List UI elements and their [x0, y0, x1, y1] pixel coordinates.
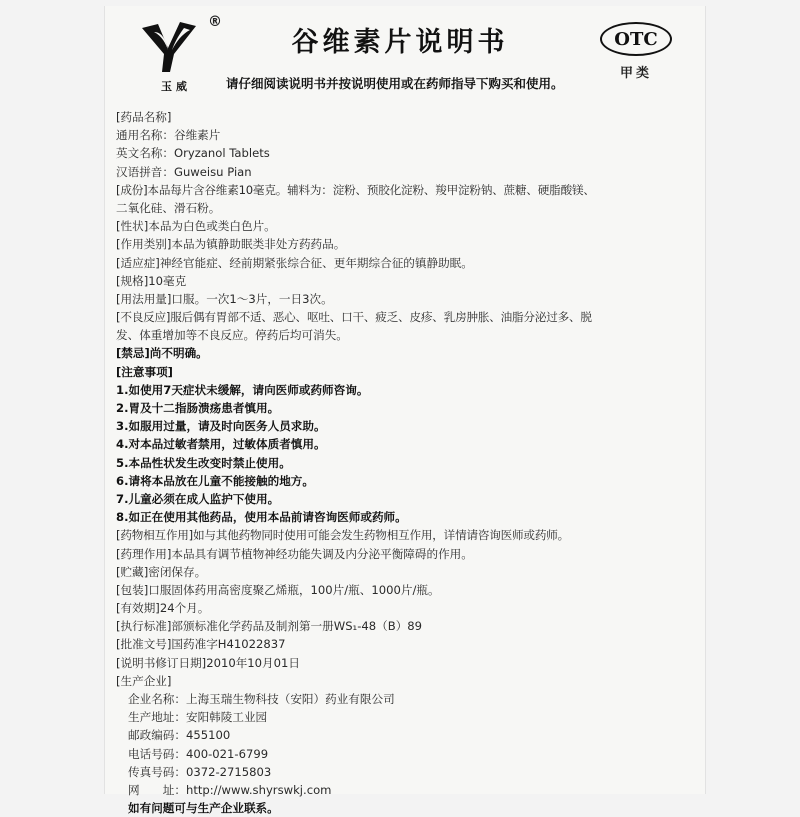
- adverse-reactions-line-2: 发、体重增加等不良反应。停药后均可消失。: [116, 328, 348, 343]
- pharmacology: [药理作用]本品具有调节植物神经功能失调及内分泌平衡障碍的作用。: [116, 546, 473, 561]
- common-name: 通用名称：谷维素片: [116, 128, 221, 143]
- storage: [贮藏]密闭保存。: [116, 564, 207, 579]
- production-address: 生产地址：安阳韩陵工业园: [128, 710, 268, 725]
- precautions-header: [注意事项]: [116, 364, 173, 379]
- company-name: 企业名称：上海玉瑞生物科技（安阳）药业有限公司: [128, 692, 395, 706]
- fax-number: 传真号码：0372-2715803: [128, 764, 272, 779]
- drug-name-header: [药品名称]: [116, 110, 172, 124]
- phone-number: 电话号码：400-021-6799: [128, 746, 269, 761]
- adverse-reactions-line-1: [不良反应]服后偶有胃部不适、恶心、呕吐、口干、疲乏、皮疹、乳房肿胀、油脂分泌过多、脱: [116, 310, 592, 325]
- dosage: [用法用量]口服。一次1～3片，一日3次。: [116, 291, 333, 306]
- specification: [规格]10毫克: [116, 273, 187, 288]
- precaution-item: 4.对本品过敏者禁用，过敏体质者慎用。: [116, 437, 326, 452]
- brand-logo-icon: [140, 18, 198, 74]
- ingredients-line-2: 二氧化硅、滑石粉。: [116, 200, 221, 215]
- otc-category: 甲类: [620, 66, 653, 81]
- precaution-item: 7.儿童必须在成人监护下使用。: [116, 491, 280, 506]
- english-name: 英文名称：Oryzanol Tablets: [116, 146, 270, 161]
- precaution-item: 1.如使用7天症状未缓解，请向医师或药师咨询。: [116, 382, 369, 397]
- precaution-item: 2.胃及十二指肠溃疡患者慎用。: [116, 401, 280, 415]
- expiry: [有效期]24个月。: [116, 601, 210, 616]
- contact-note: 如有问题可与生产企业联系。: [128, 801, 279, 816]
- pinyin-name: 汉语拼音：Guweisu Pian: [116, 164, 252, 179]
- properties: [性状]本品为白色或类白色片。: [116, 219, 276, 234]
- precaution-item: 8.如正在使用其他药品，使用本品前请咨询医师或药师。: [116, 510, 407, 525]
- postal-code: 邮政编码：455100: [128, 728, 231, 743]
- manufacturer-header: [生产企业]: [116, 673, 172, 688]
- ingredients-line-1: [成份]本品每片含谷维素10毫克。辅料为：淀粉、预胶化淀粉、羧甲淀粉钠、蔗糖、硬脂酸镁、: [116, 182, 595, 197]
- usage-notice: 请仔细阅读说明书并按说明使用或在药师指导下购买和使用。: [226, 76, 564, 91]
- indications: [适应症]神经官能症、经前期紧张综合征、更年期综合征的镇静助眠。: [116, 255, 473, 270]
- execution-standard: [执行标准]部颁标准化学药品及制剂第一册WS₁-48（B）89: [116, 619, 423, 634]
- precaution-item: 3.如服用过量，请及时向医务人员求助。: [116, 419, 326, 434]
- website: 网 址：http://www.shyrswkj.com: [128, 782, 332, 797]
- drug-interactions: [药物相互作用]如与其他药物同时使用可能会发生药物相互作用，详情请咨询医师或药师。: [116, 528, 570, 543]
- revision-date: [说明书修订日期]2010年10月01日: [116, 655, 300, 670]
- precaution-item: 6.请将本品放在儿童不能接触的地方。: [116, 473, 314, 488]
- document-title: 谷维素片说明书: [291, 27, 509, 58]
- precaution-item: 5.本品性状发生改变时禁止使用。: [116, 455, 291, 470]
- brand-name: 玉威: [161, 80, 191, 93]
- registered-mark: ®: [208, 14, 222, 30]
- otc-badge: [600, 22, 672, 56]
- instruction-body: [116, 108, 666, 817]
- approval-number: [批准文号]国药准字H41022837: [116, 637, 286, 652]
- contraindications: [禁忌]尚不明确。: [116, 346, 208, 361]
- packaging: [包装]口服固体药用高密度聚乙烯瓶，100片/瓶、1000片/瓶。: [116, 582, 440, 597]
- otc-label: OTC: [614, 28, 658, 50]
- action-category: [作用类别]本品为镇静助眠类非处方药药品。: [116, 237, 346, 252]
